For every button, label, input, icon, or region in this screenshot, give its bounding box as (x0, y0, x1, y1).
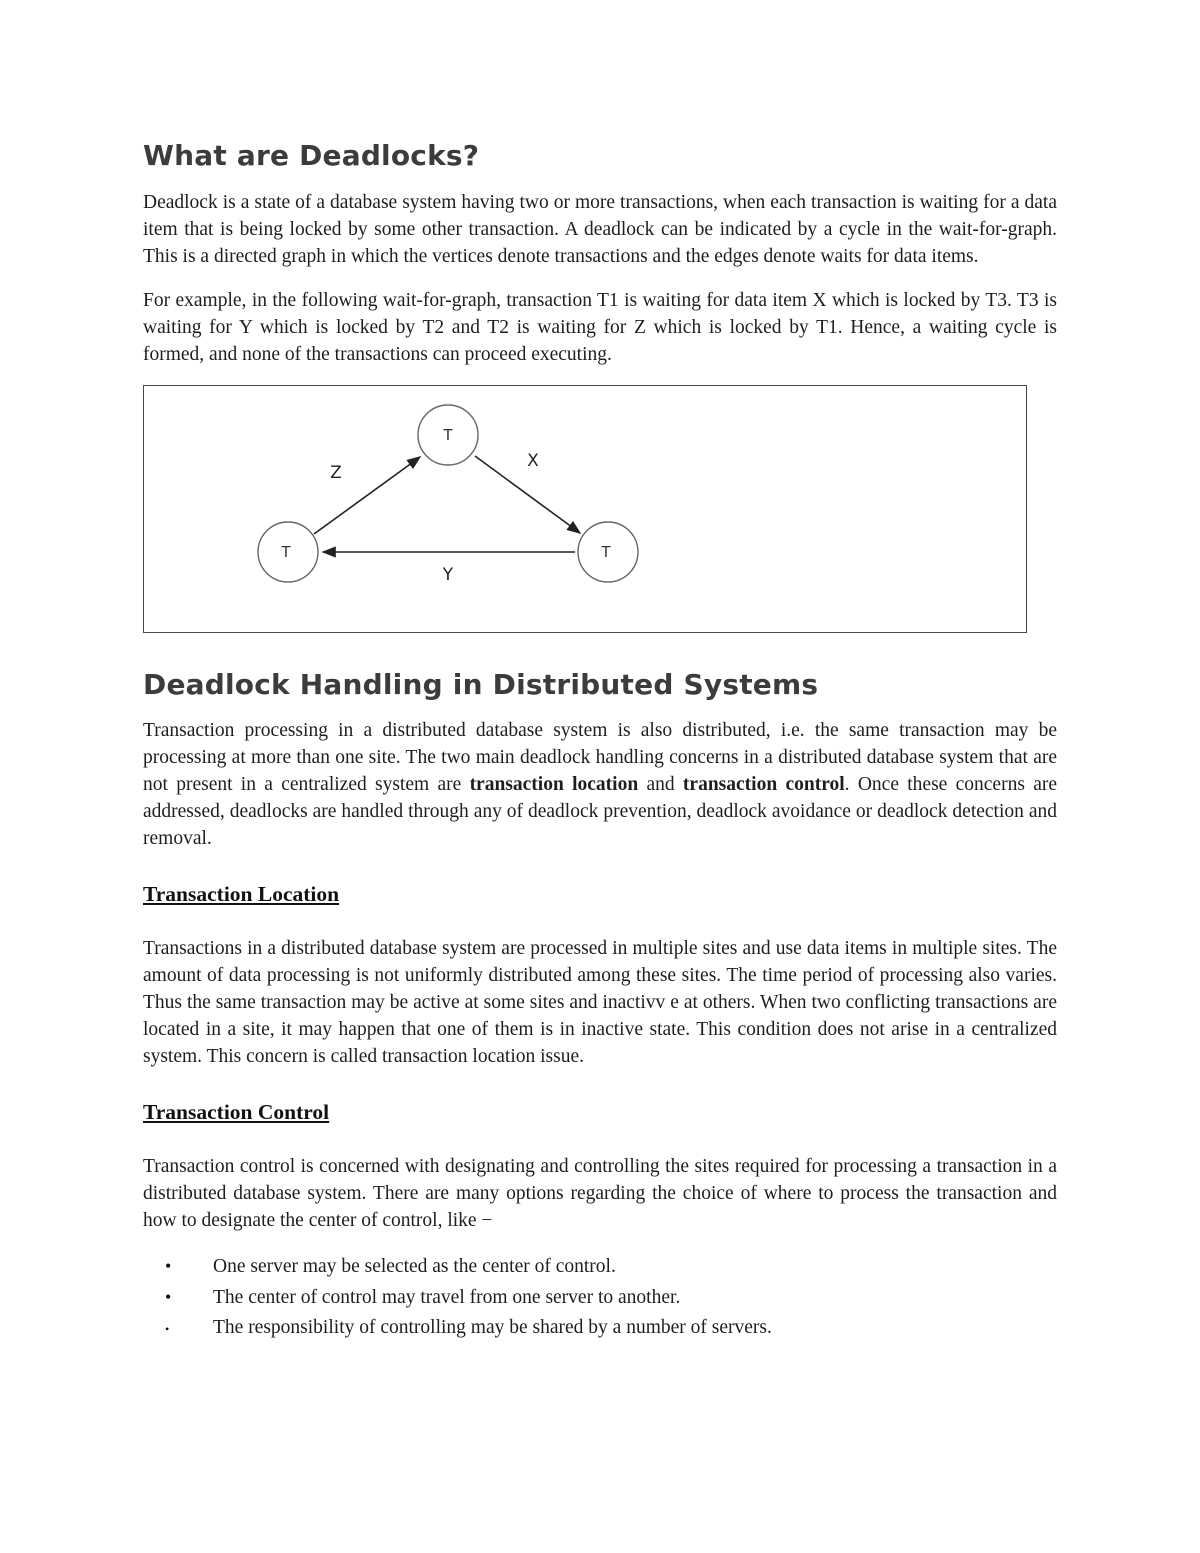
handling-text-part3: . Once these concerns are addressed, deadlocks are handled through any of deadlock prevention, deadlock avoidance or deadlock detection and removal. (143, 774, 1058, 849)
paragraph-transaction-control: Transaction control is concerned with designating and controlling the sites required for processing a transaction in a distributed database system. There are many options regarding the choice of where to process the transaction and how to designate the center of control, like − (143, 1156, 1057, 1231)
control-options-list (143, 1251, 1057, 1344)
wait-for-graph-figure (143, 385, 1027, 633)
bullet-icon: • (165, 1287, 172, 1307)
bullet-icon: • (165, 1256, 172, 1276)
edge-y-label: Y (442, 565, 454, 585)
handling-text-part2: and (638, 774, 683, 795)
list-item-text: One server may be selected as the center of control. (213, 1256, 616, 1277)
subheading-transaction-control: Transaction Control (143, 1100, 330, 1124)
wait-for-graph-diagram (144, 386, 1026, 632)
node-t3-label: T (601, 543, 611, 561)
bullet-icon: • (165, 1322, 170, 1336)
subheading-transaction-location: Transaction Location (143, 882, 340, 906)
edge-x-label: X (527, 451, 539, 471)
handling-bold-transaction-control: transaction control (682, 774, 845, 795)
heading-deadlock-handling: Deadlock Handling in Distributed Systems (143, 668, 819, 701)
paragraph-deadlock-intro: Deadlock is a state of a database system having two or more transactions, when each transaction is waiting for a data item that is being locked by some other transaction. A deadlock can be indicated by a cycle in the wait-for-graph. This is a directed graph in which the vertices denote transactions and the edges denote waits for data items. (143, 192, 1057, 267)
node-t2-label: T (281, 543, 291, 561)
paragraph-handling-overview (143, 717, 1057, 852)
node-t1-label: T (443, 426, 453, 444)
paragraph-wait-for-graph-example: For example, in the following wait-for-graph, transaction T1 is waiting for data item X which is locked by T3. T3 is waiting for Y which is locked by T2 and T2 is waiting for Z which is locked by T1. Hence, a waiting cycle is formed, and none of the transactions can proceed executing. (143, 290, 1057, 365)
list-item-text: The center of control may travel from one server to another. (213, 1287, 681, 1308)
list-item (143, 1251, 1057, 1282)
list-item (143, 1282, 1057, 1313)
handling-bold-transaction-location: transaction location (469, 774, 639, 795)
list-item-text: The responsibility of controlling may be shared by a number of servers. (213, 1317, 772, 1338)
edge-z-label: Z (330, 463, 342, 483)
heading-what-are-deadlocks: What are Deadlocks? (143, 139, 480, 172)
list-item (143, 1313, 1057, 1344)
paragraph-transaction-location: Transactions in a distributed database system are processed in multiple sites and use data items in multiple sites. The amount of data processing is not uniformly distributed among these sites. The time period of processing also varies. Thus the same transaction may be active at some sites and inactivv e at others. When two conflicting transactions are located in a site, it may happen that one of them is in inactive state. This condition does not arise in a centralized system. This concern is called transaction location issue. (143, 938, 1057, 1067)
handling-text-part1: Transaction processing in a distributed database system is also distributed, i.e. the same transaction may be processing at more than one site. The two main deadlock handling concerns in a distributed database system that are not present in a centralized system are (143, 720, 1057, 795)
